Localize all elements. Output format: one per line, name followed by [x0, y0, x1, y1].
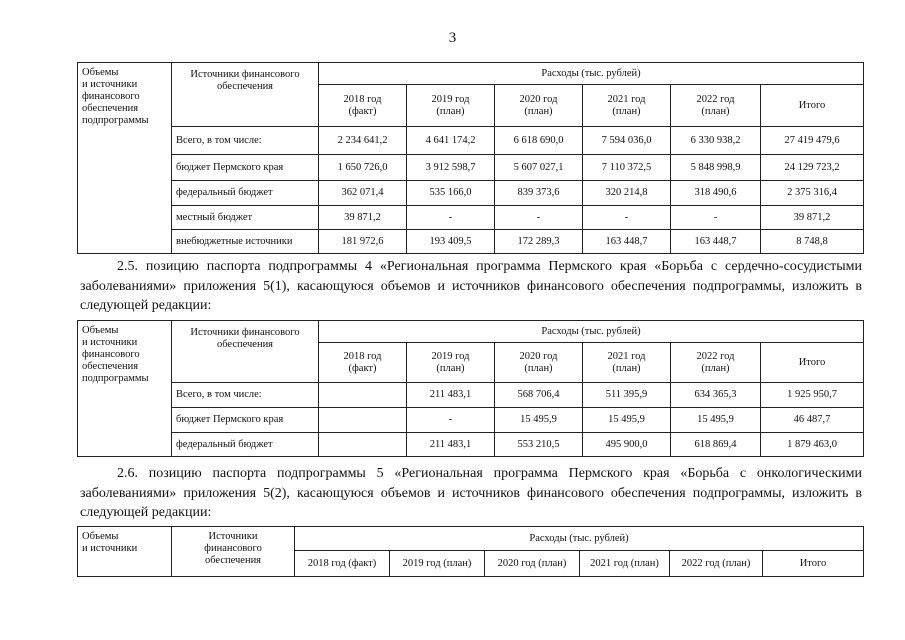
table-row: [78, 127, 864, 155]
table-row: [78, 230, 864, 254]
year-header: 2018 год (факт): [319, 85, 407, 127]
table-cell: 2 375 316,4: [761, 181, 864, 206]
table-cell: 163 448,7: [671, 230, 761, 254]
table-cell: -: [407, 408, 495, 433]
table-cell: федеральный бюджет: [172, 433, 319, 457]
table-cell: Всего, в том числе:: [172, 383, 319, 408]
table-cell: -: [583, 206, 671, 230]
volume-label: Объемы и источники финансового обеспечения подпрограммы: [78, 63, 172, 254]
table-cell: 1 879 463,0: [761, 433, 864, 457]
table-cell: 211 483,1: [407, 433, 495, 457]
expenses-header: Расходы (тыс. рублей): [319, 63, 864, 85]
source-header: Источники финансового обеспечения: [172, 527, 295, 577]
table-cell: 618 869,4: [671, 433, 761, 457]
table-cell: -: [495, 206, 583, 230]
table-row: [78, 206, 864, 230]
table-row: [78, 433, 864, 457]
table-row: [78, 383, 864, 408]
table-cell: 15 495,9: [583, 408, 671, 433]
year-header: 2022 год (план): [670, 551, 763, 577]
table-cell: 39 871,2: [761, 206, 864, 230]
year-header: 2021 год (план): [583, 85, 671, 127]
table-cell: 6 618 690,0: [495, 127, 583, 155]
table-cell: 320 214,8: [583, 181, 671, 206]
table-cell: местный бюджет: [172, 206, 319, 230]
year-header: 2022 год (план): [671, 85, 761, 127]
table-cell: 362 071,4: [319, 181, 407, 206]
table-cell: 535 166,0: [407, 181, 495, 206]
table-cell: внебюджетные источники: [172, 230, 319, 254]
year-header: 2020 год (план): [485, 551, 580, 577]
year-header: 2021 год (план): [580, 551, 670, 577]
financing-table-1: [77, 62, 864, 254]
expenses-header: Расходы (тыс. рублей): [295, 527, 864, 551]
table-cell: 495 900,0: [583, 433, 671, 457]
table-cell: 15 495,9: [495, 408, 583, 433]
table-row: [78, 155, 864, 181]
table-cell: 8 748,8: [761, 230, 864, 254]
year-header: 2019 год (план): [390, 551, 485, 577]
table-cell: федеральный бюджет: [172, 181, 319, 206]
source-header: Источники финансового обеспечения: [172, 321, 319, 383]
table-row: [78, 181, 864, 206]
table-cell: [319, 383, 407, 408]
year-header: 2019 год (план): [407, 343, 495, 383]
table-cell: бюджет Пермского края: [172, 408, 319, 433]
table-cell: -: [671, 206, 761, 230]
table-cell: [319, 433, 407, 457]
table-cell: 39 871,2: [319, 206, 407, 230]
table-cell: 5 607 027,1: [495, 155, 583, 181]
table-cell: 1 650 726,0: [319, 155, 407, 181]
total-header: Итого: [763, 551, 864, 577]
table-cell: [319, 408, 407, 433]
volume-label: Объемы и источники: [78, 527, 172, 577]
source-header: Источники финансового обеспечения: [172, 63, 319, 127]
financing-table-2: [77, 320, 864, 457]
table-cell: 634 365,3: [671, 383, 761, 408]
table-cell: 1 925 950,7: [761, 383, 864, 408]
table-cell: 15 495,9: [671, 408, 761, 433]
table-cell: 163 448,7: [583, 230, 671, 254]
page-number: 3: [448, 30, 457, 46]
table-cell: -: [407, 206, 495, 230]
paragraph-2-5: 2.5. позицию паспорта подпрограммы 4 «Региональная программа Пермского края «Борьба с сердечно-сосудистыми заболеваниями» приложения 5(1), касающуюся объемов и источников финансового обеспечения подпрограммы, изложить в следующей редакции:: [80, 259, 862, 313]
year-header: 2022 год (план): [671, 343, 761, 383]
year-header: 2020 год (план): [495, 85, 583, 127]
expenses-header: Расходы (тыс. рублей): [319, 321, 864, 343]
table-cell: 46 487,7: [761, 408, 864, 433]
year-header: 2018 год (факт): [319, 343, 407, 383]
table-cell: 181 972,6: [319, 230, 407, 254]
table-cell: 3 912 598,7: [407, 155, 495, 181]
total-header: Итого: [761, 85, 864, 127]
table-cell: 193 409,5: [407, 230, 495, 254]
table-cell: 839 373,6: [495, 181, 583, 206]
table-cell: 211 483,1: [407, 383, 495, 408]
year-header: 2021 год (план): [583, 343, 671, 383]
table-cell: 5 848 998,9: [671, 155, 761, 181]
year-header: 2018 год (факт): [295, 551, 390, 577]
table-cell: 2 234 641,2: [319, 127, 407, 155]
table-cell: 172 289,3: [495, 230, 583, 254]
table-cell: 24 129 723,2: [761, 155, 864, 181]
table-cell: 7 594 036,0: [583, 127, 671, 155]
table-cell: Всего, в том числе:: [172, 127, 319, 155]
table-cell: 511 395,9: [583, 383, 671, 408]
volume-label: Объемы и источники финансового обеспечения подпрограммы: [78, 321, 172, 457]
table-cell: 7 110 372,5: [583, 155, 671, 181]
year-header: 2020 год (план): [495, 343, 583, 383]
table-cell: 568 706,4: [495, 383, 583, 408]
table-row: [78, 408, 864, 433]
year-header: 2019 год (план): [407, 85, 495, 127]
financing-table-3: [77, 526, 864, 577]
table-cell: 4 641 174,2: [407, 127, 495, 155]
table-cell: бюджет Пермского края: [172, 155, 319, 181]
table-cell: 6 330 938,2: [671, 127, 761, 155]
table-cell: 553 210,5: [495, 433, 583, 457]
table-cell: 27 419 479,6: [761, 127, 864, 155]
paragraph-2-6: 2.6. позицию паспорта подпрограммы 5 «Региональная программа Пермского края «Борьба с онкологическими заболеваниями» приложения 5(2), касающуюся объемов и источников финансового обеспечения подпрограммы, изложить в следующей редакции:: [80, 466, 862, 520]
table-cell: 318 490,6: [671, 181, 761, 206]
total-header: Итого: [761, 343, 864, 383]
